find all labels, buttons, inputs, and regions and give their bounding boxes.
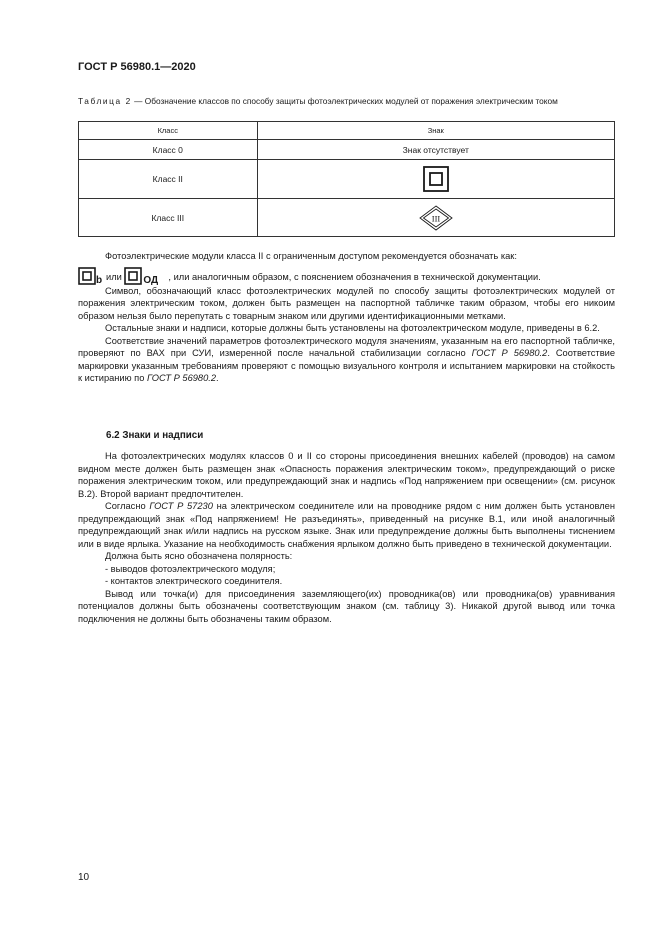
symbol-subscript: ОД bbox=[143, 274, 159, 286]
symbol-subscript: b bbox=[96, 274, 103, 286]
class-table bbox=[78, 121, 615, 237]
or-word: или bbox=[106, 271, 122, 282]
page-number: 10 bbox=[78, 872, 90, 883]
text-run: . Соответствие маркировки указанным требованиям проверяют с помощью визуального контроля и испытанием маркировки на стойкость к истиранию по bbox=[78, 348, 615, 383]
paragraph bbox=[78, 267, 615, 285]
class-ii-b-symbol bbox=[78, 267, 102, 285]
list-item: - выводов фотоэлектрического модуля; bbox=[105, 563, 276, 574]
standard-reference: ГОСТ Р 57230 bbox=[149, 501, 213, 511]
table-caption-text: — Обозначение классов по способу защиты фотоэлектрических модулей от поражения электрическим током bbox=[131, 96, 558, 106]
table-cell-sign: Знак отсутствует bbox=[257, 140, 614, 160]
list-item: - контактов электрического соединителя. bbox=[105, 576, 283, 586]
body-text-block bbox=[78, 250, 615, 385]
table-row bbox=[79, 160, 615, 199]
text-run: Согласно bbox=[105, 501, 150, 511]
paragraph: На фотоэлектрических модулях классов 0 и II со стороны присоединения внешних кабелей (проводов) на самом видном месте должен быть размещен знак «Опасность поражения электрическим током», предупреждающий о риске поражения электрическим током, или предупреждающий знак и надпись «Под напряжением при освещении» (см. рисунок В.2). Второй вариант предпочтителен. bbox=[78, 451, 615, 499]
paragraph: Фотоэлектрические модули класса II с ограниченным доступом рекомендуется обозначать как: bbox=[105, 251, 517, 261]
paragraph-rest: , или аналогичным образом, с пояснением обозначения в технической документации. bbox=[168, 271, 541, 282]
text-run: Соответствие значений параметров фотоэлектрического модуля значениям, указанным на его паспортной табличке, проверяют по ВАХ при СУИ, измеренной после начальной стабилизации согласно bbox=[78, 335, 615, 358]
text-run: на электрическом соединителе или на проводнике рядом с ним должен быть установлен предупреждающий знак «Под напряжением! Не разъединять», приведенный на рисунке В.1, или иной аналогичный предупреждающий знак и/или надпись на русском языке. Знак или предупреждение должны быть выполнены тиснением или в виде ярлыка. Указание на необходимость снабжения ярлыком должно быть приведено в технической документации. bbox=[78, 501, 615, 549]
table-cell-class: Класс III bbox=[79, 199, 258, 237]
table-cell-sign bbox=[257, 160, 614, 199]
paragraph bbox=[78, 500, 615, 550]
column-header-sign: Знак bbox=[257, 122, 614, 140]
class-iii-symbol-icon bbox=[419, 205, 453, 231]
class-iii-symbol-label: III bbox=[431, 213, 441, 223]
table-cell-class: Класс II bbox=[79, 160, 258, 199]
standard-reference: ГОСТ Р 56980.2 bbox=[471, 348, 548, 358]
table-header-row bbox=[79, 122, 615, 140]
table-cell-sign bbox=[257, 199, 614, 237]
paragraph: Символ, обозначающий класс фотоэлектрических модулей по способу защиты фотоэлектрических модулей от поражения электрическим током, должен быть размещен на паспортной табличке таким образом, чтобы его никоим образом нельзя было перепутать с товарным знаком или другими идентификационными метками. bbox=[78, 285, 615, 321]
paragraph bbox=[78, 335, 615, 385]
table-caption-label: Таблица 2 bbox=[78, 96, 132, 106]
class-ii-symbol-icon bbox=[423, 166, 449, 192]
table-cell-class: Класс 0 bbox=[79, 140, 258, 160]
standard-reference: ГОСТ Р 56980.2 bbox=[146, 373, 217, 383]
table-row bbox=[79, 140, 615, 160]
paragraph: Остальные знаки и надписи, которые должны быть установлены на фотоэлектрическом модуле, приведены в 6.2. bbox=[105, 323, 600, 333]
standard-header: ГОСТ Р 56980.1—2020 bbox=[78, 61, 196, 73]
table-caption bbox=[78, 96, 613, 107]
text-run: . bbox=[216, 373, 219, 383]
paragraph: Должна быть ясно обозначена полярность: bbox=[105, 551, 293, 561]
table-row bbox=[79, 199, 615, 237]
column-header-class: Класс bbox=[79, 122, 258, 140]
paragraph: Вывод или точка(и) для присоединения заземляющего(их) проводника(ов) или проводника(ов) уравнивания потенциалов должны быть обозначены соответствующим знаком (см. таблицу 3). Никакой другой вывод или точка подключения не должны быть обозначены таким образом. bbox=[78, 588, 615, 624]
section-body bbox=[78, 450, 615, 625]
class-ii-od-symbol bbox=[124, 267, 168, 285]
section-heading: 6.2 Знаки и надписи bbox=[106, 430, 204, 441]
